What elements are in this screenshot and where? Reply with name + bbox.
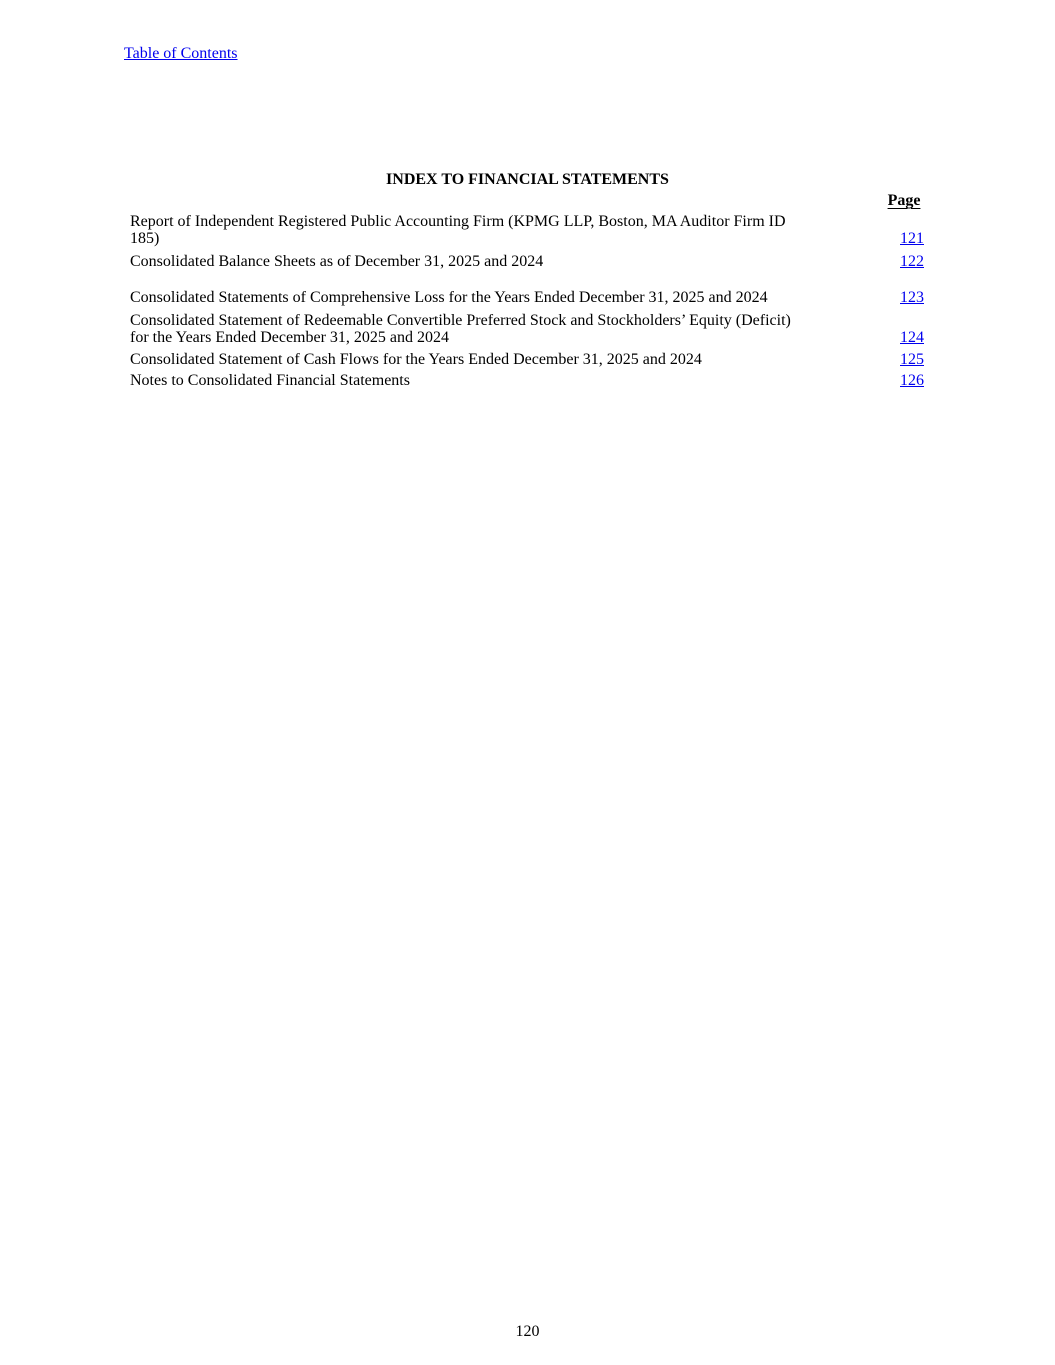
index-title: INDEX TO FINANCIAL STATEMENTS (386, 171, 669, 188)
index-entry (130, 372, 930, 389)
index-entry-description (130, 372, 850, 389)
index-entry-page-link[interactable]: 124 (900, 329, 924, 346)
index-entry-line: Consolidated Statement of Redeemable Convertible Preferred Stock and Stockholders’ Equity (Deficit) (130, 312, 791, 329)
index-entry (130, 213, 930, 247)
index-entry (130, 289, 930, 306)
index-entry-line: for the Years Ended December 31, 2025 and 2024 (130, 329, 450, 346)
index-entry-page-link[interactable]: 125 (900, 351, 924, 368)
index-entry-description (130, 351, 850, 368)
index-entry-line: Consolidated Statements of Comprehensive Loss for the Years Ended December 31, 2025 and 2024 (130, 289, 768, 306)
index-entry (130, 312, 930, 346)
page-column-header: Page (887, 192, 921, 209)
index-entry-line: Report of Independent Registered Public Accounting Firm (KPMG LLP, Boston, MA Auditor Firm ID (130, 213, 786, 230)
index-entry-description (130, 289, 850, 306)
index-entry (130, 351, 930, 368)
index-entry-page-link[interactable]: 126 (900, 372, 924, 389)
index-entry-line: Consolidated Statement of Cash Flows for the Years Ended December 31, 2025 and 2024 (130, 351, 702, 368)
index-entry-line: Consolidated Balance Sheets as of December 31, 2025 and 2024 (130, 253, 544, 270)
index-entry-page-link[interactable]: 123 (900, 289, 924, 306)
index-entry-line: 185) (130, 230, 160, 247)
index-entry-description (130, 253, 850, 270)
index-entry-description (130, 312, 850, 346)
page-number: 120 (515, 1323, 540, 1340)
table-of-contents-link[interactable]: Table of Contents (124, 45, 238, 62)
index-entry-page-link[interactable]: 122 (900, 253, 924, 270)
index-entry (130, 253, 930, 270)
index-entry-description (130, 213, 850, 247)
index-entry-line: Notes to Consolidated Financial Statements (130, 372, 410, 389)
index-entry-page-link[interactable]: 121 (900, 230, 924, 247)
